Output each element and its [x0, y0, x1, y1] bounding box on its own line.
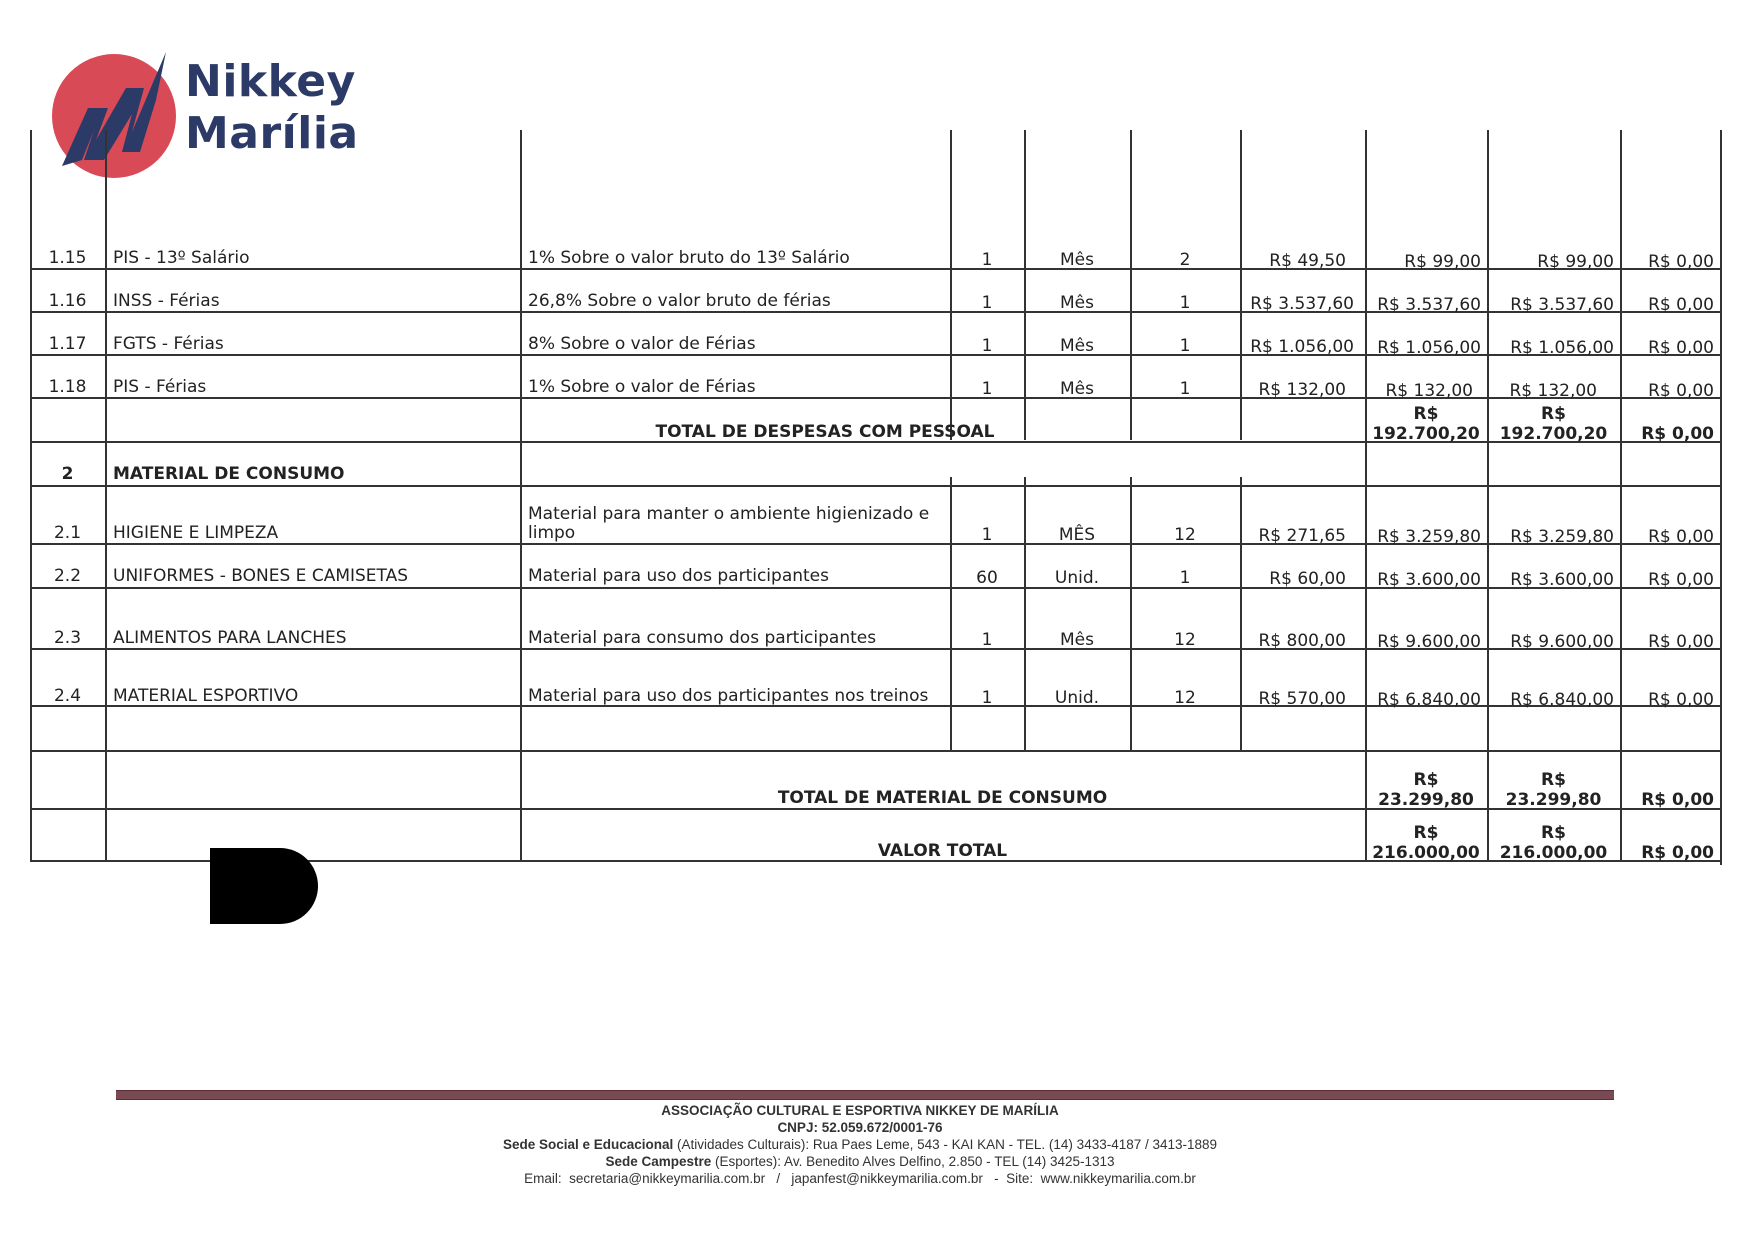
item-description: UNIFORMES - BONES E CAMISETAS [113, 566, 409, 586]
item-counterpart: R$ 0,00 [1648, 632, 1714, 652]
item-unit-value: R$ 800,00 [1258, 631, 1346, 651]
item-counterpart: R$ 0,00 [1648, 295, 1714, 315]
item-months: 1 [1179, 379, 1191, 399]
total-currency: R$ [1413, 823, 1439, 843]
item-unit-value: R$ 1.056,00 [1250, 337, 1354, 357]
item-total: R$ 9.600,00 [1377, 632, 1481, 652]
item-detail: 26,8% Sobre o valor bruto de férias [528, 291, 831, 311]
item-description: MATERIAL ESPORTIVO [113, 686, 299, 706]
footer-divider [116, 1090, 1614, 1100]
item-qty: 1 [981, 688, 993, 708]
item-qty: 1 [981, 379, 993, 399]
item-unit-value: R$ 60,00 [1269, 569, 1346, 589]
item-description: HIGIENE E LIMPEZA [113, 523, 279, 543]
item-unit: Mês [1060, 250, 1094, 270]
item-total: R$ 6.840,00 [1377, 690, 1481, 710]
item-total: R$ 132,00 [1385, 381, 1473, 401]
item-counterpart: R$ 0,00 [1648, 338, 1714, 358]
requested-currency: R$ [1541, 404, 1566, 424]
logo-wordmark: Nikkey Marília [185, 56, 359, 159]
item-counterpart: R$ 0,00 [1648, 252, 1714, 272]
total-label: TOTAL DE MATERIAL DE CONSUMO [777, 788, 1108, 808]
item-number: 1.18 [48, 377, 87, 397]
item-unit-value: R$ 271,65 [1258, 526, 1346, 546]
requested-currency: R$ [1541, 823, 1566, 843]
item-number: 1.16 [48, 291, 87, 311]
section-number: 2 [61, 464, 74, 484]
item-months: 1 [1179, 336, 1191, 356]
item-qty: 1 [981, 630, 993, 650]
item-number: 2.1 [53, 523, 82, 543]
item-unit: Mês [1060, 630, 1094, 650]
item-description: ALIMENTOS PARA LANCHES [113, 628, 347, 648]
item-requested: R$ 3.600,00 [1510, 570, 1614, 590]
item-requested: R$ 3.259,80 [1510, 527, 1614, 547]
item-qty: 1 [981, 293, 993, 313]
counterpart-value: R$ 0,00 [1641, 424, 1714, 444]
item-counterpart: R$ 0,00 [1648, 381, 1714, 401]
item-unit: Mês [1060, 336, 1094, 356]
item-total: R$ 1.056,00 [1377, 338, 1481, 358]
item-detail: Material para consumo dos participantes [528, 628, 877, 648]
item-requested: R$ 99,00 [1537, 252, 1614, 272]
item-detail: limpo [528, 523, 576, 543]
item-requested: R$ 6.840,00 [1510, 690, 1614, 710]
item-total: R$ 3.259,80 [1377, 527, 1481, 547]
item-months: 1 [1179, 293, 1191, 313]
item-counterpart: R$ 0,00 [1648, 527, 1714, 547]
footer [360, 1102, 1360, 1187]
footer-sede-social: Sede Social e Educacional (Atividades Culturais): Rua Paes Leme, 543 - KAI KAN - TEL. (14) 3433-4187 / 3413-1889 [502, 1137, 1218, 1152]
item-total: R$ 3.537,60 [1377, 295, 1481, 315]
item-requested: R$ 3.537,60 [1510, 295, 1614, 315]
total-currency: R$ [1413, 770, 1439, 790]
item-description: FGTS - Férias [113, 334, 224, 354]
total-value: 23.299,80 [1378, 790, 1474, 810]
item-months: 1 [1179, 568, 1191, 588]
item-unit: Mês [1060, 293, 1094, 313]
counterpart-value: R$ 0,00 [1641, 790, 1714, 810]
footer-org-name: ASSOCIAÇÃO CULTURAL E ESPORTIVA NIKKEY DE MARÍLIA [661, 1103, 1059, 1118]
item-unit-value: R$ 570,00 [1258, 689, 1346, 709]
item-counterpart: R$ 0,00 [1648, 690, 1714, 710]
requested-value: 216.000,00 [1499, 843, 1608, 863]
item-detail: Material para uso dos participantes [528, 566, 829, 586]
item-total: R$ 99,00 [1404, 252, 1481, 272]
item-qty: 60 [976, 568, 998, 588]
item-requested: R$ 132,00 [1509, 381, 1597, 401]
redacted-signature [210, 848, 318, 924]
item-qty: 1 [981, 525, 993, 545]
item-unit-value: R$ 49,50 [1269, 251, 1346, 271]
item-number: 2.4 [53, 686, 82, 706]
item-requested: R$ 1.056,00 [1510, 338, 1614, 358]
total-value: 192.700,20 [1372, 424, 1480, 444]
footer-cnpj: CNPJ: 52.059.672/0001-76 [777, 1120, 943, 1135]
item-detail: 1% Sobre o valor de Férias [528, 377, 756, 397]
item-number: 1.15 [48, 248, 87, 268]
total-label: TOTAL DE DESPESAS COM PESSOAL [655, 422, 995, 442]
counterpart-value: R$ 0,00 [1641, 843, 1714, 863]
item-months: 12 [1174, 688, 1196, 708]
item-months: 12 [1174, 525, 1196, 545]
item-number: 1.17 [48, 334, 87, 354]
item-months: 12 [1174, 630, 1196, 650]
item-number: 2.3 [53, 628, 82, 648]
item-months: 2 [1179, 250, 1191, 270]
item-description: PIS - Férias [113, 377, 207, 397]
item-description: INSS - Férias [113, 291, 220, 311]
item-unit: Mês [1060, 379, 1094, 399]
item-counterpart: R$ 0,00 [1648, 570, 1714, 590]
total-value: 216.000,00 [1372, 843, 1480, 863]
logo-emblem-icon [48, 48, 183, 183]
requested-value: 23.299,80 [1505, 790, 1602, 810]
requested-value: 192.700,20 [1499, 424, 1608, 444]
item-detail: Material para manter o ambiente higienizado e [528, 504, 930, 524]
item-unit: Unid. [1054, 568, 1100, 588]
item-unit: Unid. [1054, 688, 1100, 708]
item-detail: Material para uso dos participantes nos treinos [528, 686, 929, 706]
item-unit: MÊS [1058, 525, 1096, 545]
item-qty: 1 [981, 250, 993, 270]
item-number: 2.2 [53, 566, 82, 586]
nikkey-marilia-logo [48, 48, 378, 183]
requested-currency: R$ [1541, 770, 1566, 790]
item-description: PIS - 13º Salário [113, 248, 250, 268]
item-detail: 8% Sobre o valor de Férias [528, 334, 756, 354]
total-currency: R$ [1413, 404, 1439, 424]
item-qty: 1 [981, 336, 993, 356]
item-total: R$ 3.600,00 [1377, 570, 1481, 590]
total-label: VALOR TOTAL [877, 841, 1008, 861]
item-unit-value: R$ 132,00 [1258, 380, 1346, 400]
item-unit-value: R$ 3.537,60 [1250, 294, 1354, 314]
item-requested: R$ 9.600,00 [1510, 632, 1614, 652]
section-title: MATERIAL DE CONSUMO [113, 464, 345, 484]
footer-sede-campestre: Sede Campestre (Esportes): Av. Benedito Alves Delfino, 2.850 - TEL (14) 3425-1313 [605, 1154, 1115, 1169]
item-detail: 1% Sobre o valor bruto do 13º Salário [528, 248, 850, 268]
footer-contact: Email: secretaria@nikkeymarilia.com.br / japanfest@nikkeymarilia.com.br - Site: www.nikkeymarilia.com.br [524, 1171, 1196, 1186]
